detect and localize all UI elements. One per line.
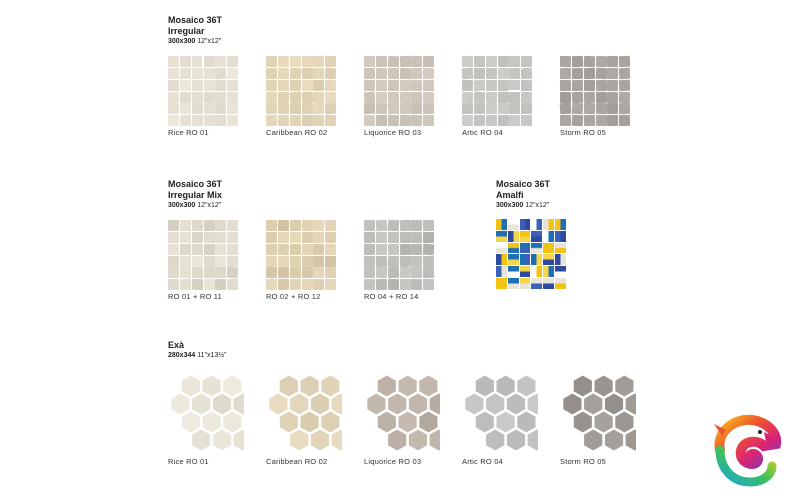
tile-irregular-3[interactable] xyxy=(364,56,434,126)
tile-irregular-mix-3[interactable] xyxy=(364,220,434,290)
tile-caption: RO 01 + RO 11 xyxy=(168,292,222,301)
section-irregular-mix-header xyxy=(168,179,222,211)
section-title: Mosaico 36T xyxy=(496,179,551,189)
size-label xyxy=(168,37,222,47)
section-subtitle: Amalfi xyxy=(496,190,524,200)
size-label xyxy=(168,351,227,361)
tile-caption: Artic RO 04 xyxy=(462,128,503,137)
section-subtitle: Irregular Mix xyxy=(168,190,223,200)
size-imperial: 12"x12" xyxy=(197,38,222,45)
tile-irregular-mix-1[interactable] xyxy=(168,220,238,290)
size-label xyxy=(496,201,550,211)
tile-irregular-mix-2[interactable] xyxy=(266,220,336,290)
size-metric: 280x344 xyxy=(168,352,196,359)
tile-caption: RO 02 + RO 12 xyxy=(266,292,321,301)
section-amalfi-header xyxy=(496,179,550,211)
tile-caption: Storm RO 05 xyxy=(560,457,606,466)
size-metric: 300x300 xyxy=(168,202,196,209)
chameleon-logo xyxy=(706,410,786,490)
tile-caption: Caribbean RO 02 xyxy=(266,457,328,466)
tile-caption: Rice RO 01 xyxy=(168,457,209,466)
tile-caption: Liquorice RO 03 xyxy=(364,457,422,466)
tile-irregular-2[interactable] xyxy=(266,56,336,126)
tile-caption: Caribbean RO 02 xyxy=(266,128,328,137)
tile-irregular-4[interactable] xyxy=(462,56,532,126)
size-imperial: 12"x12" xyxy=(197,202,222,209)
size-imperial: 12"x12" xyxy=(525,202,550,209)
size-imperial: 11"x13½" xyxy=(197,352,227,359)
section-title: Mosaico 36T xyxy=(168,15,223,25)
size-label xyxy=(168,201,222,211)
tile-caption: Liquorice RO 03 xyxy=(364,128,422,137)
size-metric: 300x300 xyxy=(496,202,524,209)
section-title: Mosaico 36T xyxy=(168,179,223,189)
tile-exa-2[interactable] xyxy=(264,372,342,454)
section-title: Exà xyxy=(168,340,185,350)
tile-caption: RO 04 + RO 14 xyxy=(364,292,419,301)
tile-exa-5[interactable] xyxy=(558,372,636,454)
tile-exa-3[interactable] xyxy=(362,372,440,454)
section-exa-header xyxy=(168,340,227,361)
tile-caption: Artic RO 04 xyxy=(462,457,503,466)
tile-exa-1[interactable] xyxy=(166,372,244,454)
section-subtitle: Irregular xyxy=(168,26,205,36)
tile-caption: Rice RO 01 xyxy=(168,128,209,137)
tile-irregular-5[interactable] xyxy=(560,56,630,126)
section-irregular-header xyxy=(168,15,222,47)
tile-exa-4[interactable] xyxy=(460,372,538,454)
tile-amalfi[interactable] xyxy=(496,219,566,289)
tile-irregular-1[interactable] xyxy=(168,56,238,126)
tile-caption: Storm RO 05 xyxy=(560,128,606,137)
size-metric: 300x300 xyxy=(168,38,196,45)
